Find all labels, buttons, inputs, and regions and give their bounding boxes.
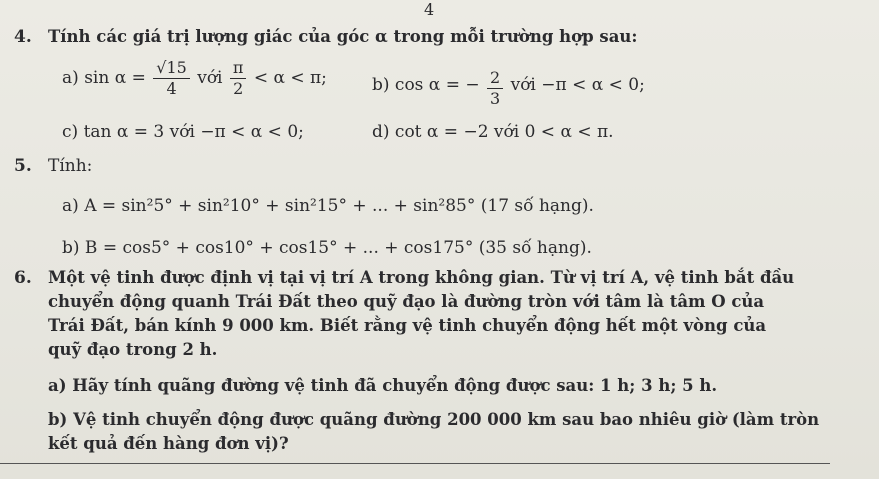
q6-part-b-line-1: b) Vệ tinh chuyển động được quãng đường 200 000 km sau bao nhiêu giờ (làm tròn [48,410,820,429]
q4-a-numerator: √15 [153,58,190,79]
q5-b-label: b) [62,238,80,258]
q5-number: 5. [14,156,32,176]
q4-c-text: tan α = 3 với −π < α < 0; [83,122,304,142]
q4-b-numerator: 2 [487,68,503,89]
q4-a-tail: < α < π; [253,68,327,88]
q4-part-c [62,122,304,142]
q5-a-label: a) [62,196,79,216]
q4-c-label: c) [62,122,79,142]
q4-number: 4. [14,27,32,47]
q4-part-a [62,58,327,99]
q5-part-a [62,196,594,216]
q6-line-4: quỹ đạo trong 2 h. [48,340,218,359]
q5-part-b [62,238,592,258]
q6-line-3: Trái Đất, bán kính 9 000 km. Biết rằng vệ tinh chuyển động hết một vòng của [48,316,767,335]
q4-part-d [372,122,614,142]
q6-part-b-line-2: kết quả đến hàng đơn vị)? [48,434,289,453]
q4-a-cond: với [197,68,223,88]
q4-a-label: a) [62,68,79,88]
q4-a-cond-denominator: 2 [233,79,244,98]
q5-b-text: B = cos5° + cos10° + cos15° + ... + cos175° (35 số hạng). [84,238,592,258]
q4-a-cond-numerator: π [230,58,247,79]
q4-prompt: Tính các giá trị lượng giác của góc α trong mỗi trường hợp sau: [48,27,638,46]
q4-b-fraction [487,68,503,109]
q4-b-denominator: 3 [490,89,501,108]
q4-b-tail: với −π < α < 0; [510,75,645,95]
page-number: 4 [424,0,435,19]
q4-d-label: d) [372,122,390,142]
q6-line-2: chuyển động quanh Trái Đất theo quỹ đạo là đường tròn với tâm là tâm O của [48,292,765,311]
q4-b-lhs: cos α = − [394,75,480,95]
q6-line-1: Một vệ tinh được định vị tại vị trí A trong không gian. Từ vị trí A, vệ tinh bắt đầu [48,268,795,287]
q6-number: 6. [14,268,32,288]
q4-b-label: b) [372,75,390,95]
q4-a-denominator: 4 [166,79,177,98]
q4-a-lhs: sin α = [84,68,146,88]
q6-part-a: a) Hãy tính quãng đường vệ tinh đã chuyển động được sau: 1 h; 3 h; 5 h. [48,376,718,395]
q4-a-cond-fraction [230,58,247,99]
q5-prompt: Tính: [48,156,93,176]
q4-a-fraction [153,58,190,99]
bottom-divider [0,463,830,464]
q4-part-b [372,68,645,109]
q5-a-text: A = sin²5° + sin²10° + sin²15° + ... + sin²85° (17 số hạng). [84,196,594,216]
q4-d-text: cot α = −2 với 0 < α < π. [394,122,614,142]
